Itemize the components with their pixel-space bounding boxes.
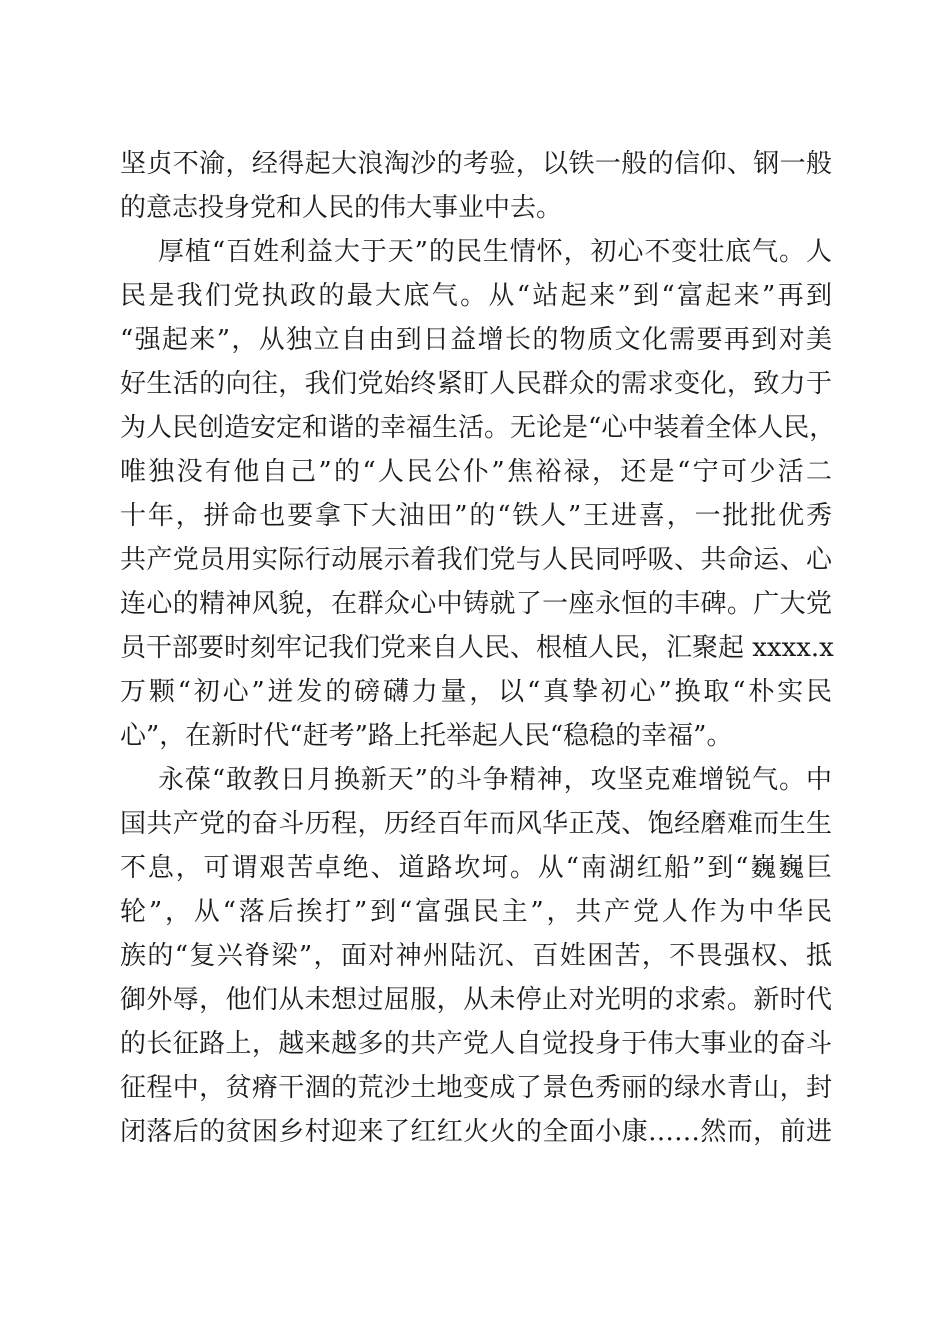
text-line: 员干部要时刻牢记我们党来自人民、根植人民，汇聚起 xxxx.x [120,633,834,663]
body-text [120,142,836,1154]
text-line: 不息，可谓艰苦卓绝、道路坎坷。从“南湖红船”到“巍巍巨 [120,853,832,883]
text-line: 为人民创造安定和谐的幸福生活。无论是“心中装着全体人民， [120,413,836,443]
text-line: 闭落后的贫困乡村迎来了红红火火的全面小康……然而，前进 [120,1117,832,1147]
text-line: 坚贞不渝，经得起大浪淘沙的考验，以铁一般的信仰、钢一般 [120,149,832,179]
text-line: 国共产党的奋斗历程，历经百年而风华正茂、饱经磨难而生生 [120,809,832,839]
text-line: 连心的精神风貌，在群众心中铸就了一座永恒的丰碑。广大党 [120,589,832,619]
paragraph-3 [120,758,832,1154]
text-line: 征程中，贫瘠干涸的荒沙土地变成了景色秀丽的绿水青山，封 [120,1073,832,1103]
text-line: 御外辱，他们从未想过屈服，从未停止对光明的求索。新时代 [120,985,832,1015]
text-line: 心”，在新时代“赶考”路上托举起人民“稳稳的幸福”。 [120,721,733,751]
text-line: 民是我们党执政的最大底气。从“站起来”到“富起来”再到 [120,281,832,311]
text-line: 的长征路上，越来越多的共产党人自觉投身于伟大事业的奋斗 [120,1029,832,1059]
text-line: 共产党员用实际行动展示着我们党与人民同呼吸、共命运、心 [120,545,832,575]
paragraph-2 [120,230,836,758]
text-line: 好生活的向往，我们党始终紧盯人民群众的需求变化，致力于 [120,369,832,399]
text-line: 永葆“敢教日月换新天”的斗争精神，攻坚克难增锐气。中 [158,765,832,795]
text-line: 族的“复兴脊梁”，面对神州陆沉、百姓困苦，不畏强权、抵 [120,941,832,971]
text-line: 万颗“初心”迸发的磅礴力量，以“真挚初心”换取“朴实民 [120,677,832,707]
text-line: 的意志投身党和人民的伟大事业中去。 [120,193,563,223]
text-line: 十年，拼命也要拿下大油田”的“铁人”王进喜，一批批优秀 [120,501,832,531]
text-line: 轮”，从“落后挨打”到“富强民主”，共产党人作为中华民 [120,897,832,927]
text-line: 唯独没有他自己”的“人民公仆”焦裕禄，还是“宁可少活二 [120,457,832,487]
text-line: “强起来”，从独立自由到日益增长的物质文化需要再到对美 [120,325,832,355]
text-line: 厚植“百姓利益大于天”的民生情怀，初心不变壮底气。人 [158,237,832,267]
paragraph-1 [120,142,832,230]
